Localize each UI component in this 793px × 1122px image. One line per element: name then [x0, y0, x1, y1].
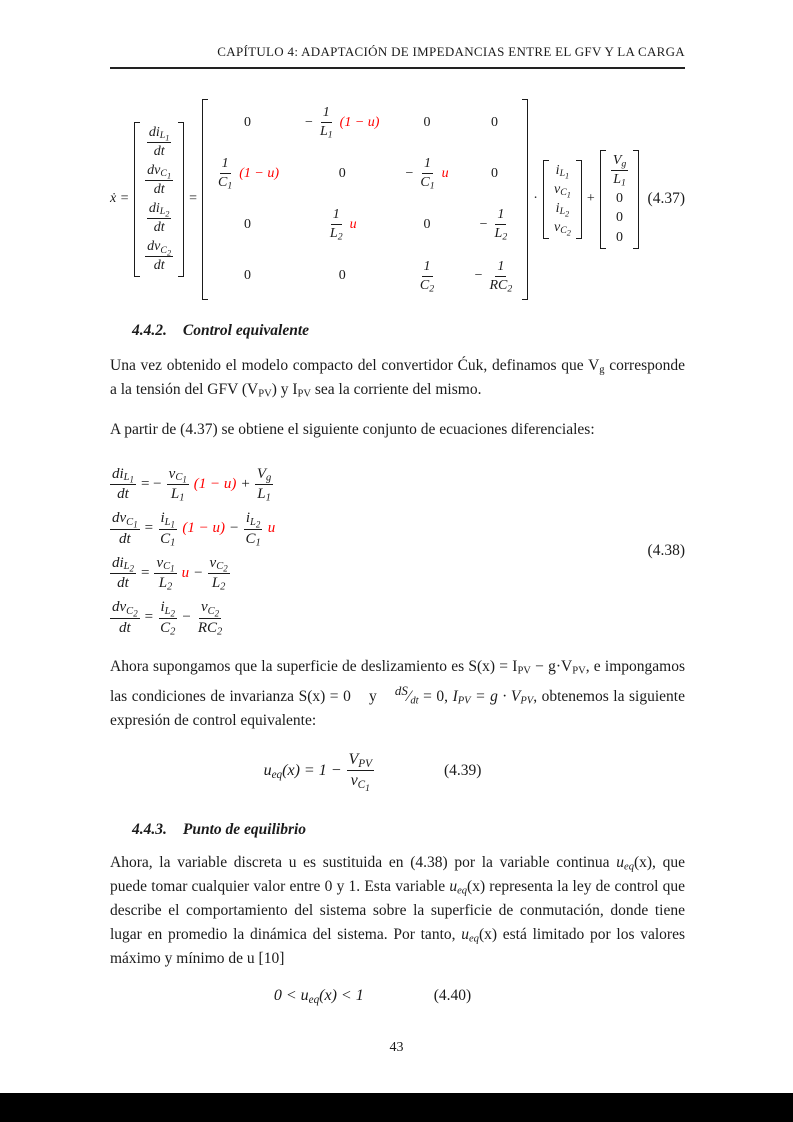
equation-440 — [85, 987, 660, 1005]
equation-stack — [110, 466, 275, 637]
fraction: $\frac{1}{L_2}$ — [494, 207, 508, 243]
column-vector — [134, 122, 184, 278]
right-bracket — [576, 160, 582, 239]
fraction: $\frac{1}{C_1}$ — [218, 156, 233, 192]
fraction: $\frac{dv_{C_1}}{dt}$ — [147, 162, 172, 197]
math-expression — [554, 182, 571, 198]
math-expression — [328, 207, 357, 242]
math-text: − — [474, 268, 483, 284]
math-expression — [554, 220, 571, 236]
fraction: $\frac{di_{L_1}}{dt}$ — [112, 465, 134, 502]
fraction: $\frac{v_{C_2}}{RC_2}$ — [197, 599, 223, 638]
math-text: 0 — [244, 114, 252, 130]
equation-439 — [85, 750, 660, 794]
math-text: u — [181, 564, 190, 581]
math-text: $u_{eq}(x) = 1$ − — [263, 761, 342, 781]
math-text: u — [349, 216, 357, 232]
fraction: $\frac{v_{C_1}}{L_2}$ — [156, 554, 175, 593]
section-number: 4.4.3. — [132, 820, 167, 838]
math-text: − — [305, 114, 313, 130]
math-expression — [110, 99, 639, 300]
math-expression — [110, 599, 224, 637]
fraction: $\frac{dv_{C_1}}{dt}$ — [112, 510, 138, 547]
math-text: 0 — [616, 210, 624, 226]
math-text: $0 < u_{eq}(x) < 1$ — [273, 986, 364, 1006]
paragraph-from-437: A partir de (4.37) se obtiene el siguiente conjunto de ecuaciones diferenciales: — [110, 420, 595, 438]
fraction: $\frac{1}{L_2}$ — [329, 207, 343, 243]
column-vector — [600, 150, 639, 248]
equation-438 — [110, 466, 685, 637]
math-expression — [616, 230, 623, 246]
math-expression — [147, 125, 172, 160]
fraction: $\frac{dv_{C_2}}{dt}$ — [112, 599, 138, 636]
math-expression — [110, 555, 230, 593]
fraction: $\frac{di_{L_1}}{dt}$ — [148, 124, 170, 159]
page-content — [110, 0, 685, 1005]
fraction: $\frac{di_{L_2}}{dt}$ — [112, 554, 134, 591]
equation-number-438: (4.38) — [647, 542, 685, 560]
math-expression — [244, 115, 251, 131]
fraction: $\frac{di_{L_2}}{dt}$ — [148, 200, 170, 235]
math-text: ẋ = — [110, 191, 130, 207]
math-expression — [339, 166, 346, 182]
fraction: $\frac{dv_{C_2}}{dt}$ — [147, 239, 172, 274]
fraction: $\frac{v_{C_1}}{L_1}$ — [168, 465, 187, 504]
math-expression — [611, 153, 628, 188]
math-expression — [480, 207, 510, 242]
math-text: + — [586, 191, 595, 207]
math-expression — [405, 156, 448, 191]
fraction: $\frac{V_g}{L_1}$ — [256, 465, 272, 504]
math-text: 0 — [616, 229, 624, 245]
math-expression — [491, 166, 498, 182]
fraction: $\frac{i_{L_2}}{C_2}$ — [160, 599, 176, 638]
section-heading-442 — [110, 322, 685, 340]
page-number: 43 — [389, 1040, 404, 1055]
math-text: = — [144, 609, 154, 626]
math-text: − — [479, 216, 488, 232]
math-text: 0 — [490, 114, 498, 130]
math-expression — [556, 201, 570, 217]
math-text: − — [182, 609, 191, 626]
section-heading-443 — [110, 821, 685, 839]
math-expression — [556, 163, 570, 179]
fraction: $\frac{i_{L_1}}{C_1}$ — [160, 510, 176, 549]
math-expression — [616, 210, 623, 226]
matrix-state-equation — [110, 99, 639, 300]
math-expression — [274, 987, 364, 1005]
math-text: − — [194, 564, 203, 581]
math-text: − — [230, 520, 239, 537]
matrix — [202, 99, 528, 300]
math-expression — [244, 268, 251, 284]
math-text: u — [267, 520, 276, 537]
math-text: (1 − u) — [182, 520, 225, 537]
math-text: (1 − u) — [339, 114, 380, 130]
equation-number-440: (4.40) — [433, 986, 472, 1004]
bottom-black-band — [0, 1093, 793, 1122]
math-text: $v_{C_2}$ — [553, 219, 571, 238]
math-text: (1 − u) — [193, 475, 237, 492]
math-expression — [110, 510, 275, 548]
differential-equations — [110, 466, 275, 637]
math-expression — [145, 239, 173, 274]
section-title: Punto de equilibrio — [182, 820, 307, 838]
running-header: CAPÍTULO 4: ADAPTACIÓN DE IMPEDANCIAS ENTRE EL GFV Y LA CARGA — [110, 0, 685, 69]
fraction: $\frac{1}{L_1}$ — [319, 105, 333, 141]
fraction: $\frac{i_{L_2}}{C_1}$ — [245, 510, 261, 549]
paragraph-intro-cuk: Una vez obtenido el modelo compacto del convertidor Ćuk, definamos que $V_g$ corresponde a la tensión del GFV $(V_{PV})$ y $I_{PV}$ sea la corriente del mismo. — [110, 356, 685, 400]
math-text: u — [441, 165, 449, 181]
right-bracket — [633, 150, 639, 248]
math-expression — [216, 156, 279, 191]
column-vector — [543, 160, 582, 239]
math-expression — [244, 217, 251, 233]
math-expression — [424, 115, 431, 131]
math-expression — [305, 105, 379, 140]
math-text: 0 — [490, 165, 498, 181]
math-text: · — [533, 191, 538, 207]
math-expression — [616, 191, 623, 207]
fraction: $\frac{1}{RC_2}$ — [489, 258, 513, 295]
math-expression — [424, 217, 431, 233]
math-text: = — [144, 520, 154, 537]
math-expression — [145, 163, 173, 198]
equation-437 — [110, 99, 685, 300]
math-text: 0 — [338, 268, 346, 284]
math-text: $i_{L_2}$ — [555, 200, 570, 219]
math-text: = — [189, 191, 198, 207]
math-text: $v_{C_1}$ — [553, 181, 571, 200]
math-text: 0 — [244, 216, 252, 232]
math-text: 0 — [616, 191, 624, 207]
fraction: $\frac{V_{PV}}{v_{C_1}}$ — [348, 750, 372, 794]
right-bracket — [178, 122, 184, 278]
math-text: + — [241, 475, 250, 492]
math-text: (1 − u) — [239, 165, 280, 181]
math-text: 0 — [244, 268, 252, 284]
math-text: 0 — [423, 114, 431, 130]
equation-number-439: (4.39) — [443, 761, 482, 779]
paragraph-sliding-surface: Ahora supongamos que la superficie de deslizamiento es $S(x) = I_{PV} - g\cdot V_{PV}$, e impongamos las condiciones de invarianza S(x) = 0 y $^{dS}⁄_{dt} = 0$, $I_{PV} = g \cdot V_{PV}$, obtenemos la siguiente expresión de control equivalente: — [110, 657, 685, 729]
math-text: = — [140, 564, 150, 581]
math-expression — [491, 115, 498, 131]
math-text: 0 — [338, 165, 346, 181]
math-expression — [418, 259, 436, 294]
fraction: $\frac{v_{C_2}}{L_2}$ — [209, 554, 228, 593]
math-text: $i_{L_1}$ — [555, 162, 570, 181]
math-text: 0 — [423, 216, 431, 232]
math-expression — [263, 750, 374, 794]
right-bracket — [522, 99, 528, 300]
fraction: $\frac{1}{C_1}$ — [420, 156, 435, 192]
math-expression — [339, 268, 346, 284]
equation-number-437: (4.37) — [647, 190, 685, 208]
math-text: = − — [140, 475, 162, 492]
fraction: $\frac{1}{C_2}$ — [419, 258, 435, 295]
equivalent-control-expression — [263, 750, 374, 794]
ueq-bounds-expression — [274, 987, 364, 1005]
section-number: 4.4.2. — [132, 321, 167, 339]
paragraph-equilibrium: Ahora, la variable discreta u es sustituida en (4.38) por la variable continua $u_{eq}(x)$, que puede tomar cualquier valor entre 0 y 1. Esta variable $u_{eq}(x)$ representa la ley de control que describe el comportamiento del sistema sobre la superficie de conmutación, donde tiene lugar en promedio la dinámica del sistema. Por tanto, $u_{eq}(x)$ está limitado por los valores máximo y mínimo de u [10] — [110, 853, 685, 967]
math-expression — [110, 466, 273, 504]
math-expression — [475, 259, 515, 294]
math-expression — [147, 201, 172, 236]
fraction: $\frac{V_g}{L_1}$ — [612, 153, 627, 189]
math-text: − — [405, 165, 414, 181]
section-title: Control equivalente — [182, 321, 310, 339]
math-expression — [110, 466, 275, 637]
